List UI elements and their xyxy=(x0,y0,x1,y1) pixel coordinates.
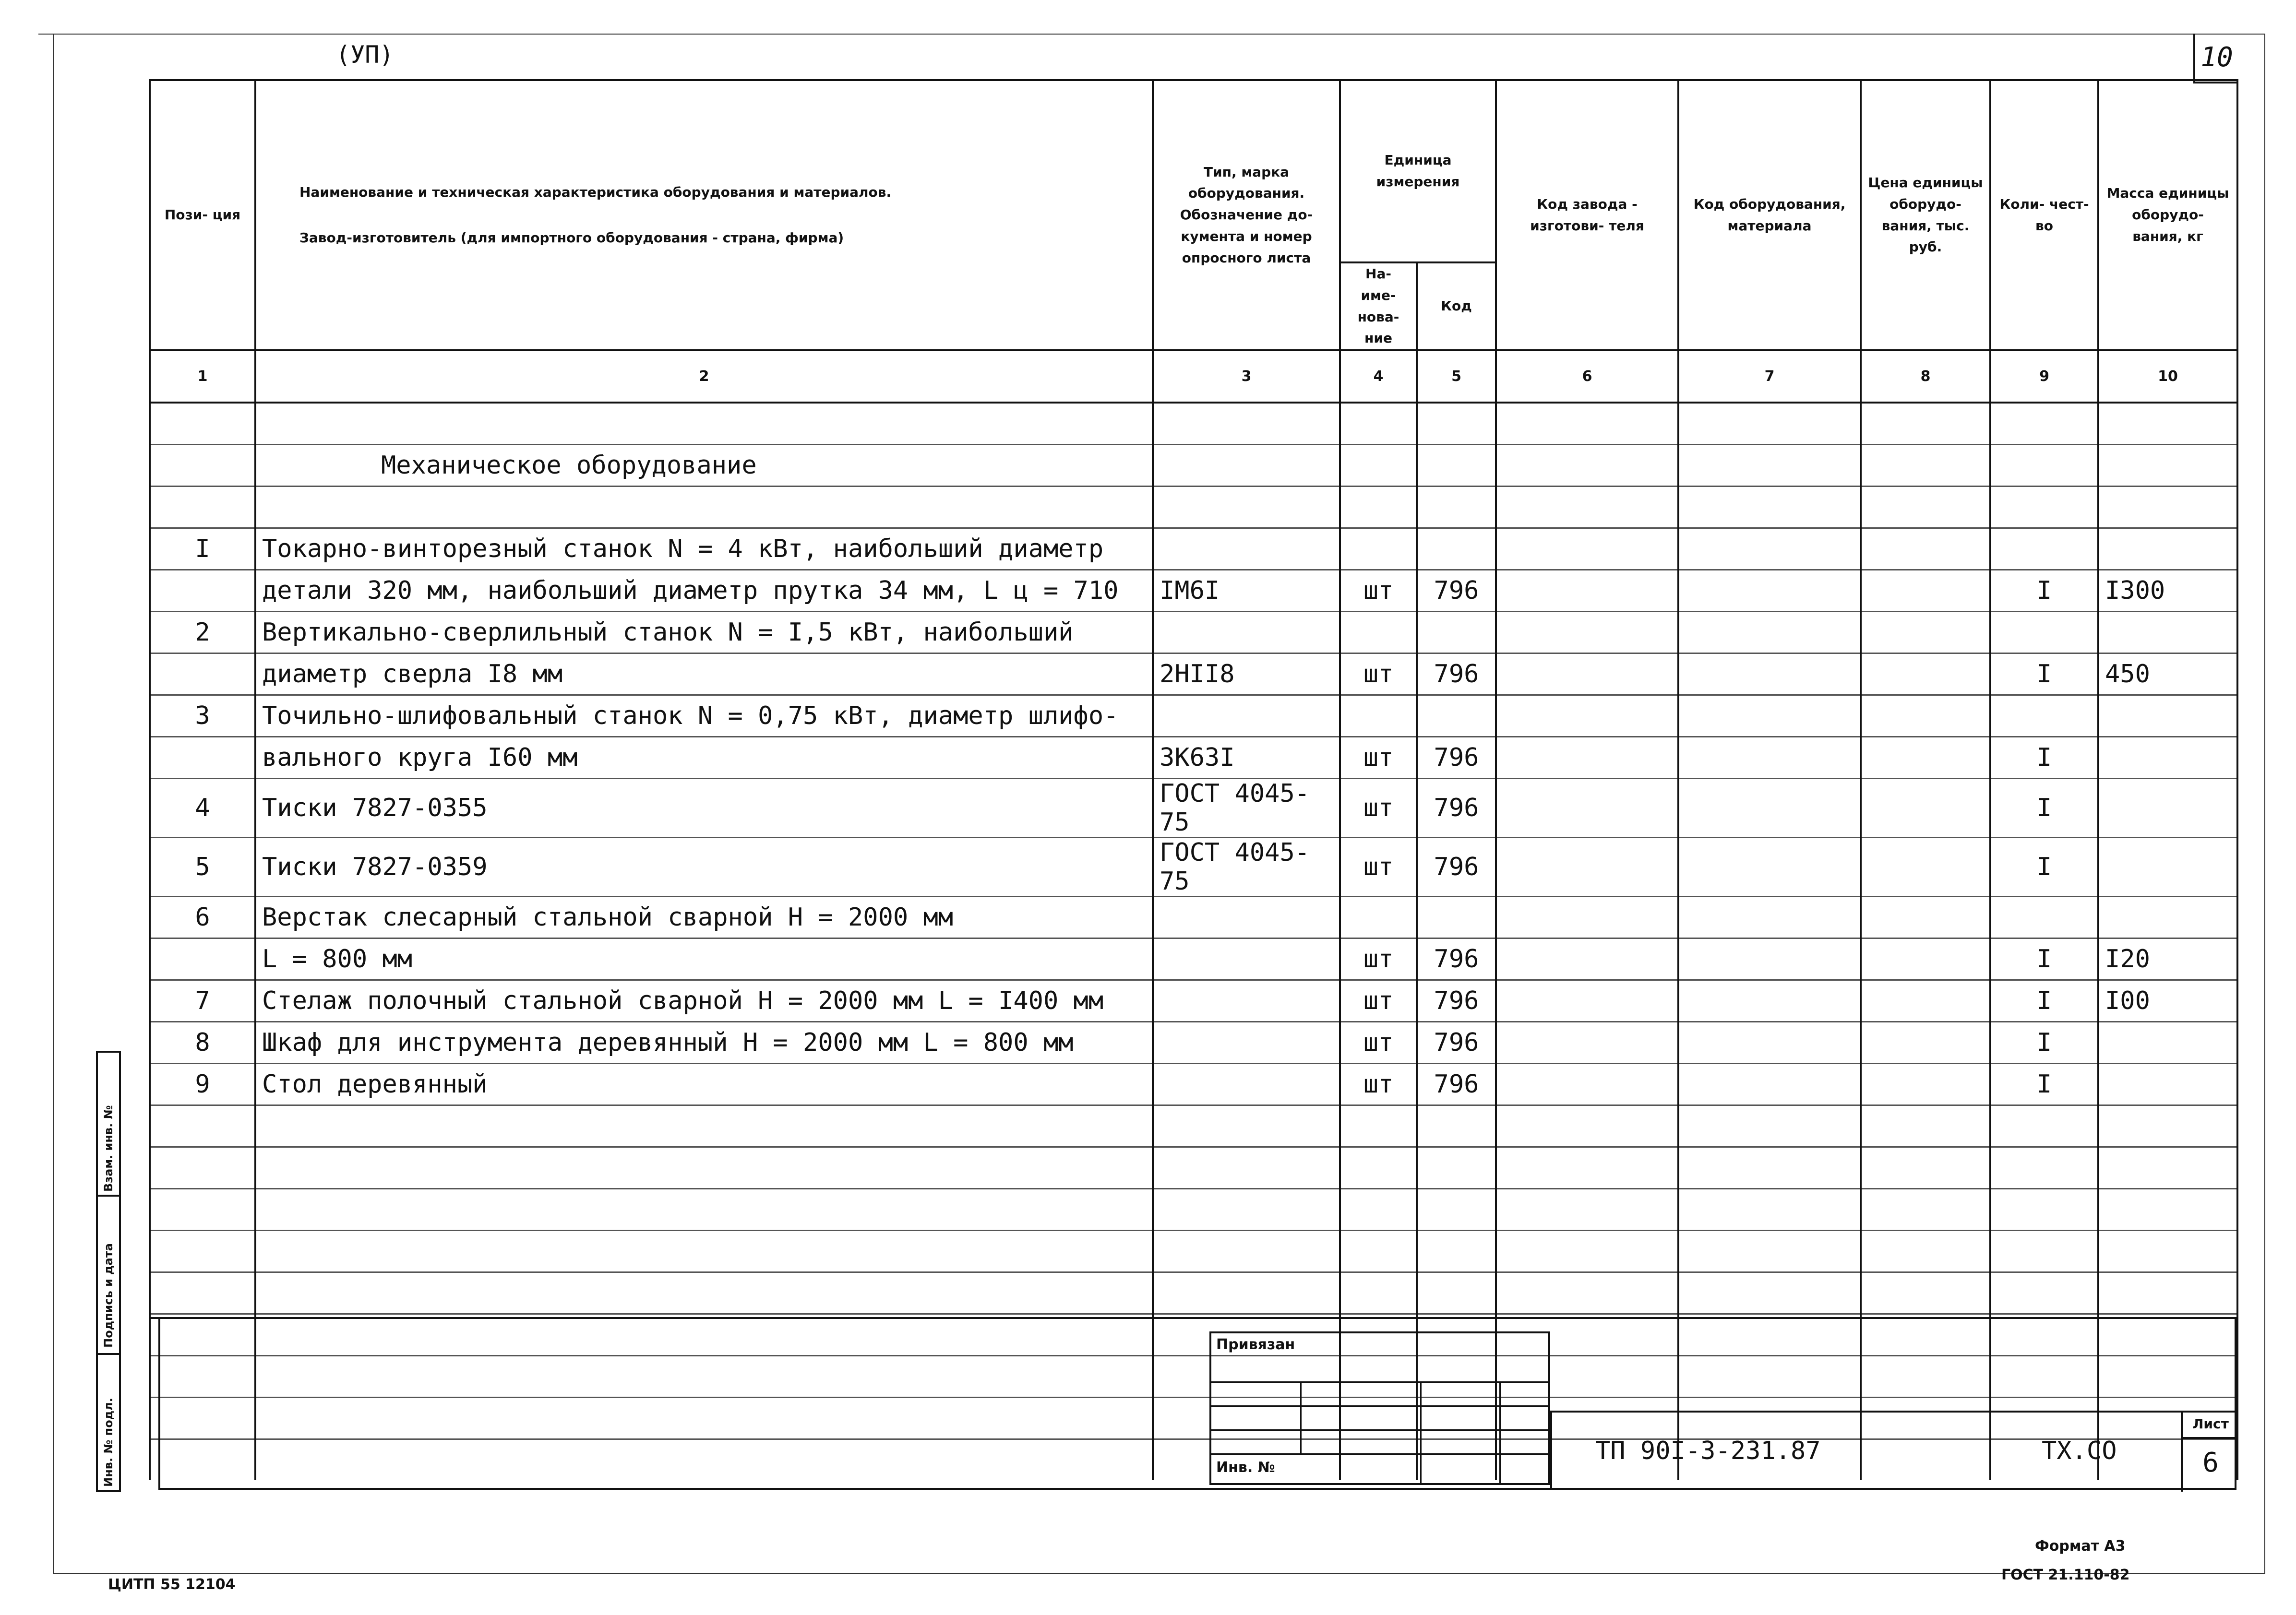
cell-f6 xyxy=(1496,897,1678,938)
cell-f6 xyxy=(1496,1147,1678,1189)
cell-f8 xyxy=(1861,1272,1990,1314)
cell-unit: шт xyxy=(1340,570,1417,612)
column-number: 3 xyxy=(1153,350,1340,403)
cell-name: диаметр сверла I8 мм xyxy=(255,653,1153,695)
cell-f8 xyxy=(1861,403,1990,445)
header-name-line2: Завод-изготовитель (для импортного оборудования - страна, фирма) xyxy=(299,229,844,246)
cell-name: детали 320 мм, наибольший диаметр прутка 34 мм, L ц = 710 xyxy=(255,570,1153,612)
cell-f7 xyxy=(1678,1022,1861,1064)
cell-unit xyxy=(1340,1272,1417,1314)
cell-unit xyxy=(1340,403,1417,445)
column-number: 9 xyxy=(1990,350,2098,403)
cell-unit: шт xyxy=(1340,980,1417,1022)
cell-type xyxy=(1153,1105,1340,1147)
cell-name xyxy=(255,487,1153,528)
cell-f8 xyxy=(1861,1105,1990,1147)
cell-qty: I xyxy=(1990,570,2098,612)
cell-pos xyxy=(150,487,255,528)
cell-unit: шт xyxy=(1340,1022,1417,1064)
cell-qty: I xyxy=(1990,737,2098,779)
side-label-signature: Подпись и дата xyxy=(102,1243,115,1348)
cell-f6 xyxy=(1496,737,1678,779)
cell-f6 xyxy=(1496,1272,1678,1314)
side-label-replacement: Взам. инв. № xyxy=(102,1105,115,1192)
cell-unit xyxy=(1340,1105,1417,1147)
cell-pos xyxy=(150,653,255,695)
cell-unit: шт xyxy=(1340,838,1417,897)
column-number: 6 xyxy=(1496,350,1678,403)
cell-name: Верстак слесарный стальной сварной H = 2000 мм xyxy=(255,897,1153,938)
header-unit-code: Код xyxy=(1417,262,1496,350)
cell-qty xyxy=(1990,528,2098,570)
column-number: 10 xyxy=(2098,350,2237,403)
header-price: Цена единицы оборудо- вания, тыс. руб. xyxy=(1861,80,1990,350)
cell-code xyxy=(1417,897,1496,938)
cell-f7 xyxy=(1678,445,1861,487)
cell-f7 xyxy=(1678,980,1861,1022)
column-number: 8 xyxy=(1861,350,1990,403)
cell-f8 xyxy=(1861,1231,1990,1272)
cell-f7 xyxy=(1678,612,1861,653)
cell-qty xyxy=(1990,612,2098,653)
cell-f8 xyxy=(1861,1064,1990,1105)
cell-type xyxy=(1153,1231,1340,1272)
cell-code xyxy=(1417,1147,1496,1189)
cell-name xyxy=(255,1272,1153,1314)
cell-qty xyxy=(1990,1272,2098,1314)
cell-qty: I xyxy=(1990,779,2098,838)
cell-f7 xyxy=(1678,1189,1861,1231)
cell-code: 796 xyxy=(1417,779,1496,838)
cell-f7 xyxy=(1678,653,1861,695)
cell-type: 3K63I xyxy=(1153,737,1340,779)
cell-code xyxy=(1417,1231,1496,1272)
cell-type xyxy=(1153,1022,1340,1064)
sheet-border-top xyxy=(38,34,2265,35)
cell-type xyxy=(1153,528,1340,570)
cell-name: Механическое оборудование xyxy=(255,445,1153,487)
title-block xyxy=(1550,1411,2236,1490)
cell-qty xyxy=(1990,897,2098,938)
cell-mass xyxy=(2098,695,2237,737)
cell-unit xyxy=(1340,695,1417,737)
cell-type xyxy=(1153,487,1340,528)
cell-mass xyxy=(2098,403,2237,445)
table-row xyxy=(150,612,2237,653)
cell-f7 xyxy=(1678,1231,1861,1272)
cell-type xyxy=(1153,695,1340,737)
table-row xyxy=(150,653,2237,695)
sheet-border-right xyxy=(2264,34,2265,1574)
cell-pos: 2 xyxy=(150,612,255,653)
cell-pos xyxy=(150,1147,255,1189)
cell-code xyxy=(1417,1272,1496,1314)
cell-mass xyxy=(2098,1231,2237,1272)
cell-type xyxy=(1153,1064,1340,1105)
header-mass: Масса единицы оборудо- вания, кг xyxy=(2098,80,2237,350)
cell-qty: I xyxy=(1990,1064,2098,1105)
cell-pos xyxy=(150,1105,255,1147)
cell-mass xyxy=(2098,1022,2237,1064)
cell-f8 xyxy=(1861,1189,1990,1231)
cell-pos xyxy=(150,1272,255,1314)
binding-label: Привязан xyxy=(1216,1336,1295,1353)
cell-mass xyxy=(2098,737,2237,779)
cell-pos: I xyxy=(150,528,255,570)
cell-mass xyxy=(2098,838,2237,897)
cell-f6 xyxy=(1496,1105,1678,1147)
document-code: ТП 90I-3-231.87 xyxy=(1595,1437,1821,1465)
document-mark: (УП) xyxy=(336,41,394,69)
header-factory-code: Код завода - изготови- теля xyxy=(1496,80,1678,350)
cell-qty: I xyxy=(1990,838,2098,897)
header-name xyxy=(255,80,1153,350)
cell-unit: шт xyxy=(1340,1064,1417,1105)
cell-unit: шт xyxy=(1340,938,1417,980)
table-row xyxy=(150,487,2237,528)
cell-pos xyxy=(150,445,255,487)
cell-name: Стол деревянный xyxy=(255,1064,1153,1105)
cell-qty xyxy=(1990,487,2098,528)
cell-f7 xyxy=(1678,838,1861,897)
cell-f7 xyxy=(1678,487,1861,528)
cell-f6 xyxy=(1496,1189,1678,1231)
cell-type: ГОСТ 4045-75 xyxy=(1153,779,1340,838)
cell-f7 xyxy=(1678,695,1861,737)
header-equipment-code: Код оборудования, материала xyxy=(1678,80,1861,350)
cell-mass xyxy=(2098,528,2237,570)
footer-format: Формат А3 xyxy=(2035,1538,2126,1555)
cell-qty xyxy=(1990,403,2098,445)
cell-pos xyxy=(150,570,255,612)
cell-unit: шт xyxy=(1340,737,1417,779)
cell-name xyxy=(255,403,1153,445)
cell-qty: I xyxy=(1990,980,2098,1022)
table-row xyxy=(150,1147,2237,1189)
cell-code xyxy=(1417,695,1496,737)
header-quantity: Коли- чест- во xyxy=(1990,80,2098,350)
cell-name xyxy=(255,1231,1153,1272)
cell-mass xyxy=(2098,1272,2237,1314)
cell-pos: 8 xyxy=(150,1022,255,1064)
cell-f6 xyxy=(1496,1231,1678,1272)
cell-name: L = 800 мм xyxy=(255,938,1153,980)
cell-pos: 4 xyxy=(150,779,255,838)
cell-qty xyxy=(1990,1231,2098,1272)
cell-f6 xyxy=(1496,980,1678,1022)
cell-name: Тиски 7827-0355 xyxy=(255,779,1153,838)
cell-f8 xyxy=(1861,737,1990,779)
cell-f7 xyxy=(1678,1272,1861,1314)
cell-type: 2HII8 xyxy=(1153,653,1340,695)
cell-unit xyxy=(1340,1231,1417,1272)
cell-name: Тиски 7827-0359 xyxy=(255,838,1153,897)
cell-code: 796 xyxy=(1417,653,1496,695)
table-row xyxy=(150,570,2237,612)
cell-code xyxy=(1417,528,1496,570)
cell-code xyxy=(1417,612,1496,653)
table-row xyxy=(150,1231,2237,1272)
cell-f6 xyxy=(1496,653,1678,695)
cell-f6 xyxy=(1496,612,1678,653)
table-row xyxy=(150,1189,2237,1231)
cell-mass: 450 xyxy=(2098,653,2237,695)
column-number: 7 xyxy=(1678,350,1861,403)
cell-f8 xyxy=(1861,570,1990,612)
cell-code: 796 xyxy=(1417,980,1496,1022)
cell-f7 xyxy=(1678,897,1861,938)
cell-f7 xyxy=(1678,528,1861,570)
cell-name: Вертикально-сверлильный станок N = I,5 кВт, наибольший xyxy=(255,612,1153,653)
table-row xyxy=(150,1272,2237,1314)
cell-mass xyxy=(2098,779,2237,838)
cell-f6 xyxy=(1496,570,1678,612)
column-number: 1 xyxy=(150,350,255,403)
cell-type: IM6I xyxy=(1153,570,1340,612)
cell-type xyxy=(1153,897,1340,938)
footer-registry: ЦИТП 55 12104 xyxy=(108,1576,236,1593)
cell-name xyxy=(255,1189,1153,1231)
inventory-number-label: Инв. № xyxy=(1216,1459,1275,1476)
cell-mass xyxy=(2098,487,2237,528)
cell-f6 xyxy=(1496,1022,1678,1064)
table-row xyxy=(150,980,2237,1022)
cell-unit xyxy=(1340,528,1417,570)
header-name-line1: Наименование и техническая характеристика оборудования и материалов. xyxy=(299,184,892,200)
cell-code: 796 xyxy=(1417,737,1496,779)
cell-pos xyxy=(150,1231,255,1272)
cell-type xyxy=(1153,1272,1340,1314)
cell-mass: I00 xyxy=(2098,980,2237,1022)
column-number-row xyxy=(150,350,2237,403)
cell-mass xyxy=(2098,1105,2237,1147)
cell-unit: шт xyxy=(1340,779,1417,838)
cell-f8 xyxy=(1861,779,1990,838)
cell-f8 xyxy=(1861,838,1990,897)
table-row xyxy=(150,528,2237,570)
cell-f7 xyxy=(1678,737,1861,779)
cell-code: 796 xyxy=(1417,938,1496,980)
cell-f6 xyxy=(1496,695,1678,737)
cell-qty: I xyxy=(1990,1022,2098,1064)
cell-f8 xyxy=(1861,1022,1990,1064)
cell-mass xyxy=(2098,897,2237,938)
cell-unit xyxy=(1340,487,1417,528)
header-position: Пози- ция xyxy=(150,80,255,350)
cell-type xyxy=(1153,938,1340,980)
sheet-label: Лист xyxy=(2183,1411,2238,1439)
sheet-border-left xyxy=(53,34,54,1574)
cell-f8 xyxy=(1861,897,1990,938)
cell-mass: I20 xyxy=(2098,938,2237,980)
table-row xyxy=(150,1022,2237,1064)
header-unit-group: Единица измерения xyxy=(1340,80,1496,262)
table-row xyxy=(150,737,2237,779)
cell-type xyxy=(1153,403,1340,445)
cell-f8 xyxy=(1861,695,1990,737)
header-unit-name: На- име- нова- ние xyxy=(1340,262,1417,350)
cell-f6 xyxy=(1496,1064,1678,1105)
cell-f8 xyxy=(1861,487,1990,528)
cell-f7 xyxy=(1678,779,1861,838)
sheet-number: 6 xyxy=(2202,1447,2219,1478)
cell-f6 xyxy=(1496,528,1678,570)
cell-qty: I xyxy=(1990,938,2098,980)
cell-unit xyxy=(1340,1189,1417,1231)
cell-type xyxy=(1153,980,1340,1022)
cell-f6 xyxy=(1496,403,1678,445)
cell-code xyxy=(1417,1189,1496,1231)
cell-name: Стелаж полочный стальной сварной H = 2000 мм L = I400 мм xyxy=(255,980,1153,1022)
cell-f8 xyxy=(1861,528,1990,570)
cell-pos xyxy=(150,938,255,980)
cell-qty: I xyxy=(1990,653,2098,695)
cell-f8 xyxy=(1861,612,1990,653)
cell-qty xyxy=(1990,445,2098,487)
cell-qty xyxy=(1990,1189,2098,1231)
cell-pos xyxy=(150,403,255,445)
cell-code: 796 xyxy=(1417,838,1496,897)
cell-f8 xyxy=(1861,653,1990,695)
sheet-border-bottom xyxy=(53,1573,2265,1574)
side-label-inventory: Инв. № подл. xyxy=(102,1398,115,1487)
cell-code xyxy=(1417,403,1496,445)
cell-type: ГОСТ 4045-75 xyxy=(1153,838,1340,897)
cell-unit xyxy=(1340,445,1417,487)
table-row xyxy=(150,1064,2237,1105)
cell-f8 xyxy=(1861,938,1990,980)
cell-mass xyxy=(2098,1147,2237,1189)
cell-type xyxy=(1153,1189,1340,1231)
cell-type xyxy=(1153,445,1340,487)
binding-stamp xyxy=(1209,1331,1550,1485)
equipment-specification-table xyxy=(149,79,2238,1480)
table-row xyxy=(150,938,2237,980)
cell-pos: 6 xyxy=(150,897,255,938)
cell-f7 xyxy=(1678,938,1861,980)
cell-code xyxy=(1417,1105,1496,1147)
cell-f7 xyxy=(1678,570,1861,612)
table-row xyxy=(150,838,2237,897)
cell-qty xyxy=(1990,1105,2098,1147)
table-row xyxy=(150,897,2237,938)
cell-code xyxy=(1417,445,1496,487)
cell-f7 xyxy=(1678,1105,1861,1147)
cell-unit: шт xyxy=(1340,653,1417,695)
cell-type xyxy=(1153,1147,1340,1189)
cell-pos: 3 xyxy=(150,695,255,737)
cell-name: Точильно-шлифовальный станок N = 0,75 кВт, диаметр шлифо- xyxy=(255,695,1153,737)
cell-f8 xyxy=(1861,1147,1990,1189)
cell-f8 xyxy=(1861,980,1990,1022)
cell-f7 xyxy=(1678,403,1861,445)
table-row xyxy=(150,445,2237,487)
cell-mass xyxy=(2098,1189,2237,1231)
cell-f7 xyxy=(1678,1147,1861,1189)
cell-code xyxy=(1417,487,1496,528)
cell-mass xyxy=(2098,1064,2237,1105)
cell-f7 xyxy=(1678,1064,1861,1105)
page-number: 10 xyxy=(2193,34,2238,83)
cell-name: Шкаф для инструмента деревянный H = 2000 мм L = 800 мм xyxy=(255,1022,1153,1064)
table-row xyxy=(150,1105,2237,1147)
cell-pos xyxy=(150,737,255,779)
header-type: Тип, марка оборудования. Обозначение до- кумента и номер опросного листа xyxy=(1153,80,1340,350)
cell-pos: 7 xyxy=(150,980,255,1022)
cell-unit xyxy=(1340,1147,1417,1189)
section-code: ТХ.СО xyxy=(2042,1437,2117,1465)
cell-qty xyxy=(1990,695,2098,737)
cell-unit xyxy=(1340,612,1417,653)
cell-f6 xyxy=(1496,779,1678,838)
cell-f6 xyxy=(1496,487,1678,528)
cell-f8 xyxy=(1861,445,1990,487)
cell-code: 796 xyxy=(1417,1022,1496,1064)
cell-pos: 9 xyxy=(150,1064,255,1105)
cell-pos xyxy=(150,1189,255,1231)
table-header-row xyxy=(150,80,2237,262)
cell-type xyxy=(1153,612,1340,653)
cell-mass: I300 xyxy=(2098,570,2237,612)
table-row xyxy=(150,695,2237,737)
cell-qty xyxy=(1990,1147,2098,1189)
cell-name xyxy=(255,1105,1153,1147)
cell-name: Токарно-винторезный станок N = 4 кВт, наибольший диаметр xyxy=(255,528,1153,570)
side-stamp-column xyxy=(96,1051,121,1492)
column-number: 4 xyxy=(1340,350,1417,403)
cell-name xyxy=(255,1147,1153,1189)
column-number: 2 xyxy=(255,350,1153,403)
cell-code: 796 xyxy=(1417,570,1496,612)
footer-gost: ГОСТ 21.110-82 xyxy=(2001,1567,2130,1583)
cell-f6 xyxy=(1496,938,1678,980)
table-row xyxy=(150,403,2237,445)
cell-unit xyxy=(1340,897,1417,938)
cell-f6 xyxy=(1496,838,1678,897)
column-number: 5 xyxy=(1417,350,1496,403)
cell-code: 796 xyxy=(1417,1064,1496,1105)
cell-name: вального круга I60 мм xyxy=(255,737,1153,779)
cell-mass xyxy=(2098,612,2237,653)
table-row xyxy=(150,779,2237,838)
cell-f6 xyxy=(1496,445,1678,487)
cell-pos: 5 xyxy=(150,838,255,897)
cell-mass xyxy=(2098,445,2237,487)
